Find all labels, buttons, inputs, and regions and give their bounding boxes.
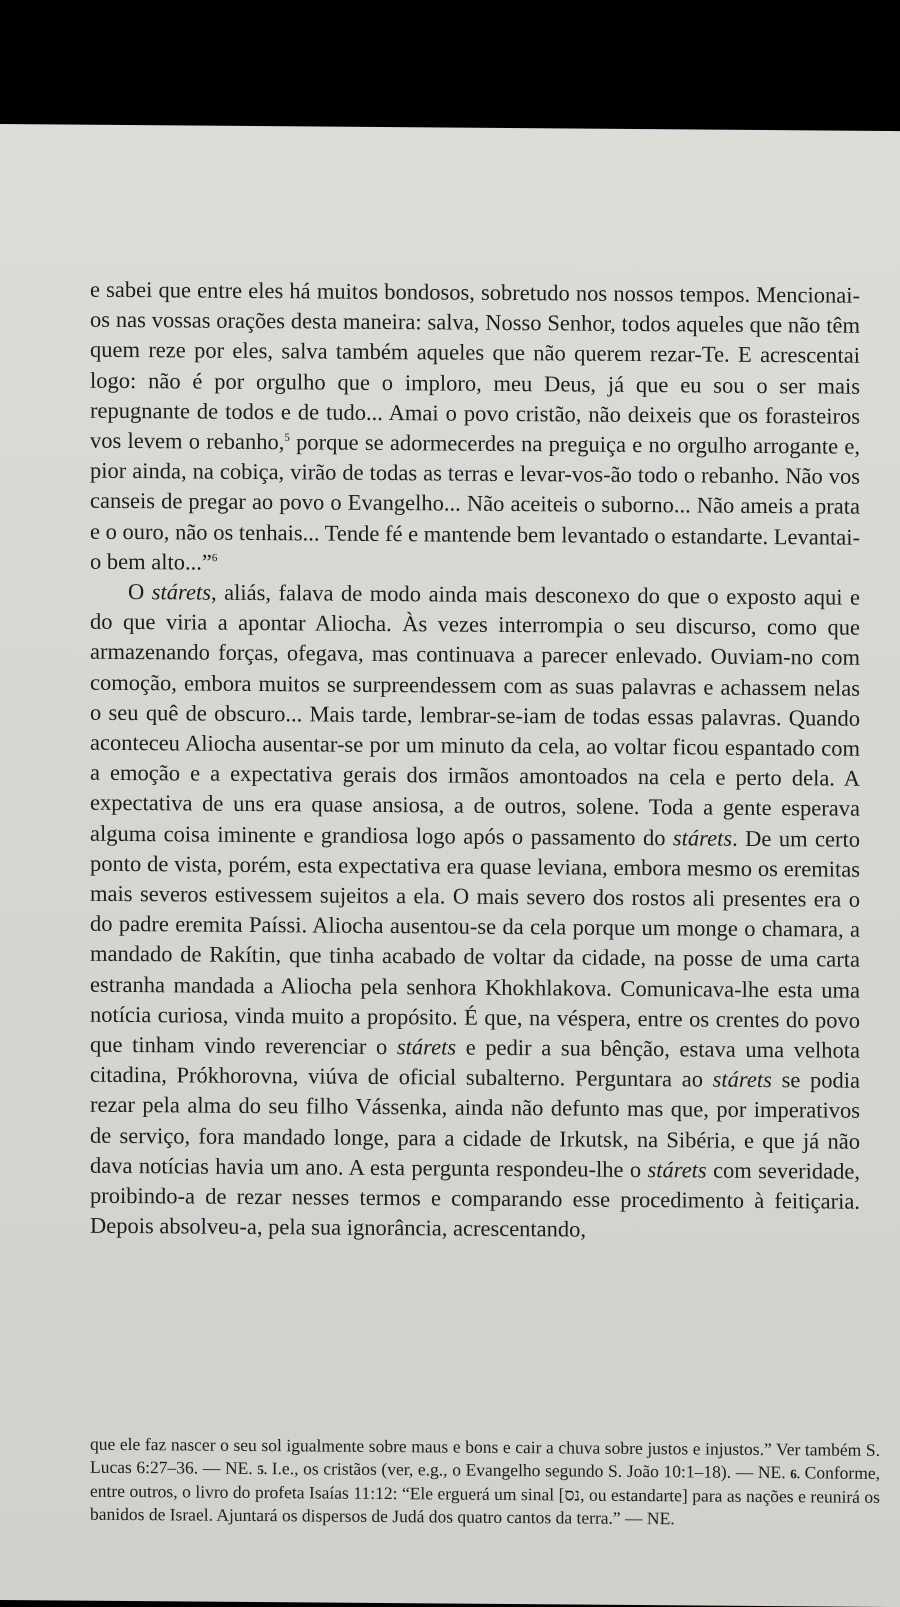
paragraph-1 [90, 275, 860, 583]
italic-term: stárets [672, 824, 733, 851]
text-run: com severidade, proibindo-a de rezar nesses termos e comparando esse procedimento à feitiçaria. Depois absolveu-a, pela sua ignorância, acrescentando, [90, 1157, 861, 1242]
book-page [0, 124, 900, 1607]
italic-term: stárets [647, 1156, 707, 1183]
text-run: . De um certo ponto de vista, porém, esta expectativa era quase leviana, embora mesmo os eremitas mais severos estivessem sujeitos a ela. O mais severo dos rostos ali presentes era o do padre eremita Paíssi. Aliocha ausentou-se da cela porque um monge o chamara, a mandado de Rakítin, que tinha acabado de voltar da cidade, na posse de uma carta estranha mandada a Aliocha pela senhora Khokhlakova. Comunicava-lhe esta uma notícia curiosa, vinda muito a propósito. É que, na véspera, entre os crentes do povo que tinham vindo reverenciar o [90, 825, 860, 1060]
footnote-number-6: 6. [790, 1466, 801, 1482]
footnote-5: I.e., os cristãos (ver, e.g., o Evangelho segundo S. João 10:1–18). — NE. [267, 1458, 786, 1483]
italic-term: stárets [712, 1066, 772, 1093]
text-run: O [128, 579, 152, 605]
paragraph-2 [90, 577, 860, 1248]
footnote-number-5: 5. [257, 1462, 268, 1478]
footnotes [90, 1433, 880, 1532]
text-run: e pedir a sua bênção, estava uma velhota citadina, Prókhorovna, viúva de oficial subalterno. Perguntara ao [90, 1034, 861, 1092]
text-run: e sabei que entre eles há muitos bondosos, sobretudo nos nossos tempos. Mencionai-os nas vossas orações desta maneira: salva, Nosso Senhor, todos aqueles que não têm quem reze por eles, salva também aqueles que não querem rezar-Te. E acrescentai logo: não é por orgulho que o imploro, meu Deus, já que eu sou o ser mais repugnante de todos e de tudo... Amai o povo cristão, não deixeis que os forasteiros vos levem o rebanho, [90, 276, 860, 455]
italic-term: stárets [151, 579, 211, 605]
italic-term: stárets [396, 1034, 457, 1060]
text-run: se podia rezar pela alma do seu filho Vássenka, ainda não defunto mas que, por imperativos de serviço, fora mandado longe, para a cidade de Irkutsk, na Sibéria, e que já não dava notícias havia um ano. A esta pergunta respondeu-lhe o [90, 1067, 860, 1182]
footnote-continuation: que ele faz nascer o seu sol igualmente sobre maus e bons e cair a chuva sobre justos e injustos.” Ver também S. Lucas 6:27–36. — NE. [90, 1433, 880, 1478]
footnote-6: Conforme, entre outros, o livro do profeta Isaías 11:12: “Ele erguerá um sinal [נס, ou estandarte] para as nações e reunirá os banidos de Israel. Ajuntará os dispersos de Judá dos quatro cantos da terra.” — NE. [90, 1462, 880, 1529]
footnote-ref-5[interactable]: 5 [284, 431, 290, 444]
footnote-ref-6[interactable]: 6 [211, 551, 218, 565]
main-text [90, 275, 860, 1248]
text-run: , aliás, falava de modo ainda mais desconexo do que o exposto aqui e do que viria a apontar Aliocha. Às vezes interrompia o seu discurso, como que armazenando forças, ofegava, mas continuava a parecer enlevado. Ouviam-no com comoção, embora muitos se surpreendessem com as suas palavras e achassem nelas o seu quê de obscuro... Mais tarde, lembrar-se-iam de todas essas palavras. Quando aconteceu Aliocha ausentar-se por um minuto da cela, ao voltar ficou espantado com a emoção e a expectativa gerais dos irmãos amontoados na cela e perto dela. A expectativa de uns era quase ansiosa, a de outros, solene. Toda a gente esperava alguma coisa iminente e grandiosa logo após o passamento do [90, 579, 860, 850]
text-run: porque se adormecerdes na preguiça e no orgulho arrogante e, pior ainda, na cobiça, virão de todas as terras e levar-vos-ão todo o rebanho. Não vos canseis de pregar ao povo o Evangelho... Não aceiteis o suborno... Não ameis a prata e o ouro, não os tenhais... Tende fé e mantende bem levantado o estandarte. Levantai-o bem alto...” [90, 429, 860, 575]
